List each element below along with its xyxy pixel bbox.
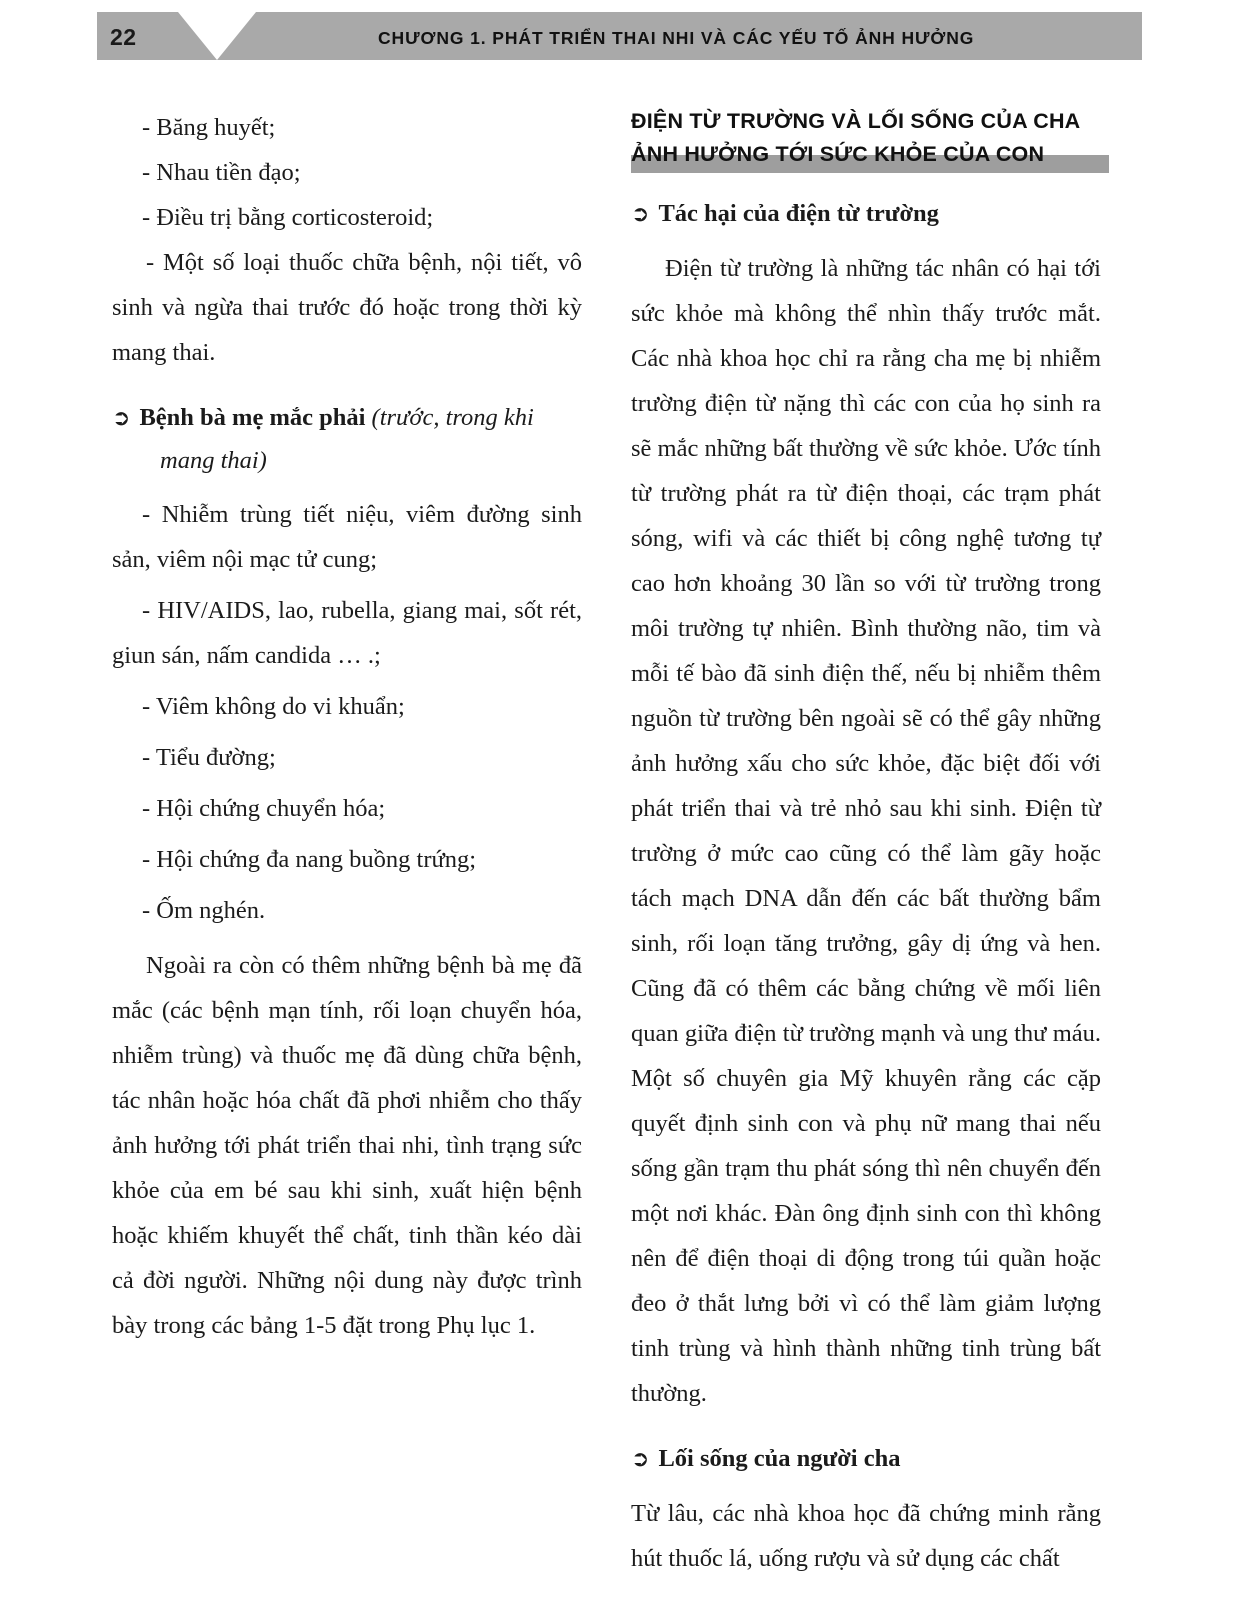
running-header xyxy=(0,0,1239,72)
page-number: 22 xyxy=(110,24,137,50)
subsection-heading-label: Bệnh bà mẹ mắc phải xyxy=(139,404,366,431)
list-item: - Băng huyết; xyxy=(142,114,276,141)
subsection-heading-label: Tác hại của điện từ trường xyxy=(658,200,939,227)
right-column xyxy=(631,105,1101,1581)
list-item: - Nhiễm trùng tiết niệu, viêm đường sinh sản, viêm nội mạc tử cung; xyxy=(112,501,582,573)
subsection-heading-note-line1: (trước, trong khi xyxy=(371,404,534,431)
subsection-heading-emf-harm xyxy=(631,193,1101,236)
left-column xyxy=(112,105,582,1348)
subsection-heading-mother-diseases xyxy=(112,397,582,482)
paragraph: Từ lâu, các nhà khoa học đã chứng minh rằng hút thuốc lá, uống rượu và sử dụng các chất xyxy=(631,1500,1101,1572)
subsection-heading-note-line2: mang thai) xyxy=(160,447,267,474)
list-item: - Ốm nghén. xyxy=(142,897,266,924)
list-item: - HIV/AIDS, lao, rubella, giang mai, sốt rét, giun sán, nấm candida … .; xyxy=(112,597,582,669)
list-item: - Nhau tiền đạo; xyxy=(142,159,301,186)
paragraph: Điện từ trường là những tác nhân có hại tới sức khỏe mà không thể nhìn thấy trước mắt. Các nhà khoa học chỉ ra rằng cha mẹ bị nhiễm trường điện từ nặng thì các con của họ sinh ra sẽ mắc những bất thường về sức khỏe. Ước tính từ trường phát ra từ điện thoại, các trạm phát sóng, wifi và các thiết bị công nghệ tương tự cao hơn khoảng 30 lần so với từ trường trong môi trường tự nhiên. Bình thường não, tim và mỗi tế bào đã sinh điện thế, nếu bị nhiễm thêm nguồn từ trường bên ngoài sẽ có thể gây những ảnh hưởng xấu cho sức khỏe, đặc biệt đối với phát triển thai và trẻ nhỏ sau khi sinh. Điện từ trường ở mức cao cũng có thể làm gãy hoặc tách mạch DNA dẫn đến các bất thường bẩm sinh, rối loạn tăng trưởng, gây dị ứng và hen. Cũng đã có thêm các bằng chứng về mối liên quan giữa điện từ trường mạnh và ung thư máu. Một số chuyên gia Mỹ khuyên rằng các cặp quyết định sinh con và phụ nữ mang thai nếu sống gần trạm thu phát sóng thì nên chuyển đến một nơi khác. Đàn ông định sinh con thì không nên để điện thoại di động trong túi quần hoặc đeo ở thắt lưng bởi vì có thể làm giảm lượng tinh trùng và hình thành những tinh trùng bất thường. xyxy=(631,255,1101,1407)
list-item: - Điều trị bằng corticosteroid; xyxy=(142,204,434,231)
list-item: - Hội chứng đa nang buồng trứng; xyxy=(142,846,477,873)
paragraph: Ngoài ra còn có thêm những bệnh bà mẹ đã mắc (các bệnh mạn tính, rối loạn chuyển hóa, nhiễm trùng) và thuốc mẹ đã dùng chữa bệnh, tác nhân hoặc hóa chất đã phơi nhiễm cho thấy ảnh hưởng tới phát triển thai nhi, tình trạng sức khỏe của em bé sau khi sinh, xuất hiện bệnh hoặc khiếm khuyết thể chất, tinh thần kéo dài cả đời người. Những nội dung này được trình bày trong các bảng 1-5 đặt trong Phụ lục 1. xyxy=(112,952,582,1339)
section-heading-line1: ĐIỆN TỪ TRƯỜNG VÀ LỐI SỐNG CỦA CHA xyxy=(631,109,1081,133)
subsection-heading-father-lifestyle xyxy=(631,1438,1101,1481)
paragraph: - Một số loại thuốc chữa bệnh, nội tiết, vô sinh và ngừa thai trước đó hoặc trong thời kỳ mang thai. xyxy=(112,249,582,366)
section-heading-line2: ẢNH HƯỞNG TỚI SỨC KHỎE CỦA CON xyxy=(631,142,1045,166)
arrow-bullet-icon: ➲ xyxy=(112,406,131,431)
list-item: - Tiểu đường; xyxy=(142,744,276,771)
subsection-heading-label: Lối sống của người cha xyxy=(658,1445,901,1472)
arrow-bullet-icon: ➲ xyxy=(631,202,650,227)
list-item: - Hội chứng chuyển hóa; xyxy=(142,795,386,822)
section-heading xyxy=(631,105,1101,171)
header-chapter-title: CHƯƠNG 1. PHÁT TRIỂN THAI NHI VÀ CÁC YẾU TỐ ẢNH HƯỞNG xyxy=(378,28,975,48)
list-item: - Viêm không do vi khuẩn; xyxy=(142,693,405,720)
arrow-bullet-icon: ➲ xyxy=(631,1447,650,1472)
